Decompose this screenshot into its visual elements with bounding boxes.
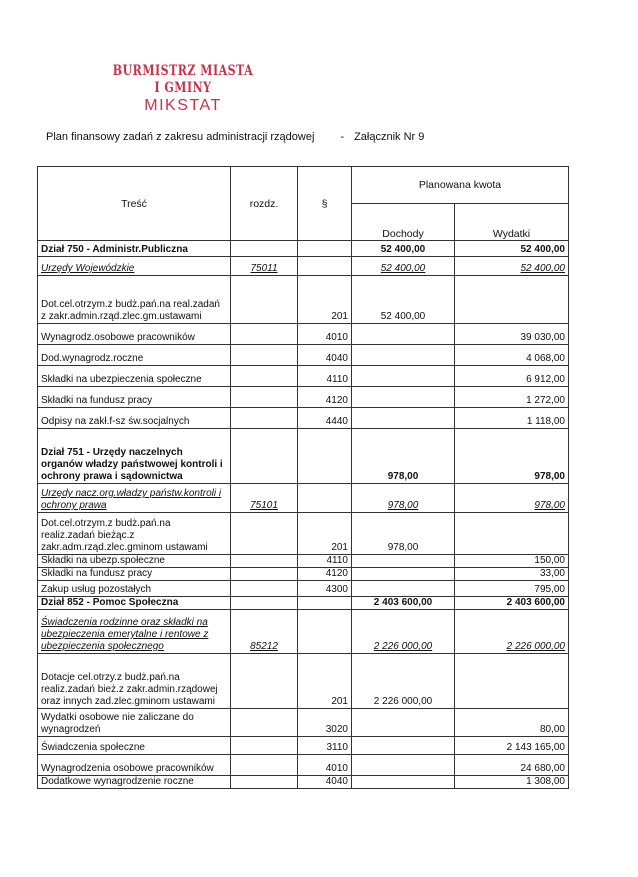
row-dochody	[352, 709, 455, 737]
row-paragraph: 4010	[298, 324, 352, 345]
header-planned-amount: Planowana kwota	[352, 167, 569, 204]
header-wydatki: Wydatki	[455, 204, 569, 241]
row-dochody	[352, 776, 455, 789]
row-rozdz	[231, 324, 298, 345]
row-paragraph: 4120	[298, 387, 352, 408]
row-wydatki: 39 030,00	[455, 324, 569, 345]
row-tresc: Dot.cel.otrzym.z budż.pań.na realiz.zadań bieżąc.z zakr.adm.rząd.zlec.gminom ustawami	[38, 513, 231, 555]
row-dochody	[352, 408, 455, 429]
row-tresc: Dodatkowe wynagrodzenie roczne	[38, 776, 231, 789]
official-stamp	[108, 62, 258, 115]
row-dochody: 2 226 000,00	[352, 654, 455, 709]
row-wydatki: 2 143 165,00	[455, 737, 569, 755]
row-rozdz	[231, 408, 298, 429]
row-rozdz	[231, 387, 298, 408]
annex-label: Załącznik Nr 9	[354, 131, 425, 143]
budget-table	[37, 166, 569, 789]
row-tresc: Wynagrodz.osobowe pracowników	[38, 324, 231, 345]
table-row	[38, 257, 569, 276]
row-dochody	[352, 755, 455, 776]
row-dochody: 2 403 600,00	[352, 597, 455, 610]
row-rozdz	[231, 241, 298, 257]
row-tresc: Urzędy Wojewódzkie	[38, 257, 231, 276]
row-wydatki: 52 400,00	[455, 257, 569, 276]
row-wydatki	[455, 276, 569, 324]
title-text: Plan finansowy zadań z zakresu administracji rządowej	[46, 131, 315, 143]
row-dochody: 978,00	[352, 484, 455, 513]
row-paragraph: 201	[298, 654, 352, 709]
row-wydatki: 978,00	[455, 484, 569, 513]
table-row	[38, 324, 569, 345]
row-tresc: Urzędy nacz.org.władzy państw.kontroli i ochrony prawa	[38, 484, 231, 513]
stamp-line2: MIKSTAT	[144, 97, 222, 114]
row-rozdz	[231, 755, 298, 776]
row-tresc: Świadczenia rodzinne oraz składki na ubezpieczenia emerytalne i rentowe z ubezpieczenia społecznego	[38, 610, 231, 654]
row-paragraph	[298, 597, 352, 610]
table-row	[38, 568, 569, 581]
row-dochody	[352, 366, 455, 387]
row-dochody: 2 226 000,00	[352, 610, 455, 654]
row-wydatki: 4 068,00	[455, 345, 569, 366]
table-row	[38, 776, 569, 789]
row-rozdz	[231, 513, 298, 555]
header-tresc: Treść	[38, 167, 231, 241]
row-paragraph: 4120	[298, 568, 352, 581]
row-wydatki: 1 272,00	[455, 387, 569, 408]
row-paragraph	[298, 241, 352, 257]
row-rozdz: 75011	[231, 257, 298, 276]
row-dochody: 52 400,00	[352, 241, 455, 257]
row-rozdz: 85212	[231, 610, 298, 654]
table-row	[38, 709, 569, 737]
row-rozdz	[231, 366, 298, 387]
row-rozdz	[231, 737, 298, 755]
row-tresc: Dot.cel.otrzym.z budż.pań.na real.zadań z zakr.admin.rząd.zlec.gm.ustawami	[38, 276, 231, 324]
table-row	[38, 366, 569, 387]
row-wydatki: 978,00	[455, 429, 569, 484]
stamp-line1: BURMISTRZ MIASTA I GMINY	[112, 62, 254, 96]
row-wydatki: 150,00	[455, 555, 569, 568]
table-row	[38, 597, 569, 610]
header-rozdz: rozdz.	[231, 167, 298, 241]
table-row	[38, 610, 569, 654]
row-paragraph: 4040	[298, 345, 352, 366]
row-rozdz: 75101	[231, 484, 298, 513]
row-dochody	[352, 387, 455, 408]
row-dochody	[352, 324, 455, 345]
row-paragraph: 4110	[298, 366, 352, 387]
row-wydatki	[455, 654, 569, 709]
table-row	[38, 408, 569, 429]
row-tresc: Odpisy na zakł.f-sz św.socjalnych	[38, 408, 231, 429]
row-tresc: Dotacje cel.otrzy.z budż.pań.na realiz.zadań bież.z zakr.admin.rządowej oraz innych zad.zlec.gminom ustawami	[38, 654, 231, 709]
row-paragraph: 201	[298, 513, 352, 555]
table-row	[38, 345, 569, 366]
table-row	[38, 241, 569, 257]
title-dash: -	[340, 131, 345, 143]
row-rozdz	[231, 345, 298, 366]
row-wydatki: 6 912,00	[455, 366, 569, 387]
row-wydatki: 33,00	[455, 568, 569, 581]
row-wydatki	[455, 513, 569, 555]
row-dochody	[352, 555, 455, 568]
table-row	[38, 484, 569, 513]
row-tresc: Wynagrodzenia osobowe pracowników	[38, 755, 231, 776]
document-title	[46, 131, 424, 143]
row-rozdz	[231, 654, 298, 709]
row-rozdz	[231, 581, 298, 597]
table-row	[38, 755, 569, 776]
row-paragraph	[298, 484, 352, 513]
header-paragraph: §	[298, 167, 352, 241]
row-rozdz	[231, 429, 298, 484]
row-wydatki: 1 118,00	[455, 408, 569, 429]
row-rozdz	[231, 709, 298, 737]
row-paragraph: 4300	[298, 581, 352, 597]
row-tresc: Składki na fundusz pracy	[38, 387, 231, 408]
row-wydatki: 80,00	[455, 709, 569, 737]
row-dochody: 52 400,00	[352, 257, 455, 276]
row-tresc: Dział 751 - Urzędy naczelnych organów władzy państwowej kontroli i ochrony prawa i sądownictwa	[38, 429, 231, 484]
row-dochody	[352, 345, 455, 366]
table-row	[38, 654, 569, 709]
row-tresc: Zakup usług pozostałych	[38, 581, 231, 597]
table-row	[38, 387, 569, 408]
table-row	[38, 581, 569, 597]
row-tresc: Dod.wynagrodz.roczne	[38, 345, 231, 366]
table-row	[38, 737, 569, 755]
row-rozdz	[231, 276, 298, 324]
row-dochody: 978,00	[352, 429, 455, 484]
table-row	[38, 429, 569, 484]
row-dochody	[352, 737, 455, 755]
row-paragraph: 4440	[298, 408, 352, 429]
row-rozdz	[231, 568, 298, 581]
row-dochody	[352, 581, 455, 597]
row-paragraph: 4010	[298, 755, 352, 776]
row-tresc: Dział 852 - Pomoc Społeczna	[38, 597, 231, 610]
row-rozdz	[231, 555, 298, 568]
row-tresc: Dział 750 - Administr.Publiczna	[38, 241, 231, 257]
table-row	[38, 555, 569, 568]
row-tresc: Składki na ubezp.społeczne	[38, 555, 231, 568]
row-wydatki: 2 226 000,00	[455, 610, 569, 654]
row-wydatki: 795,00	[455, 581, 569, 597]
row-tresc: Składki na ubezpieczenia społeczne	[38, 366, 231, 387]
row-paragraph: 4110	[298, 555, 352, 568]
row-tresc: Wydatki osobowe nie zaliczane do wynagrodzeń	[38, 709, 231, 737]
row-wydatki: 1 308,00	[455, 776, 569, 789]
table-row	[38, 513, 569, 555]
row-paragraph: 201	[298, 276, 352, 324]
header-dochody: Dochody	[352, 204, 455, 241]
row-paragraph	[298, 429, 352, 484]
row-paragraph	[298, 257, 352, 276]
row-paragraph: 4040	[298, 776, 352, 789]
table-row	[38, 276, 569, 324]
row-wydatki: 52 400,00	[455, 241, 569, 257]
row-dochody	[352, 568, 455, 581]
row-tresc: Świadczenia społeczne	[38, 737, 231, 755]
row-dochody: 978,00	[352, 513, 455, 555]
row-paragraph	[298, 610, 352, 654]
row-wydatki: 2 403 600,00	[455, 597, 569, 610]
row-rozdz	[231, 597, 298, 610]
row-paragraph: 3020	[298, 709, 352, 737]
row-dochody: 52 400,00	[352, 276, 455, 324]
row-tresc: Składki na fundusz pracy	[38, 568, 231, 581]
row-rozdz	[231, 776, 298, 789]
row-wydatki: 24 680,00	[455, 755, 569, 776]
row-paragraph: 3110	[298, 737, 352, 755]
